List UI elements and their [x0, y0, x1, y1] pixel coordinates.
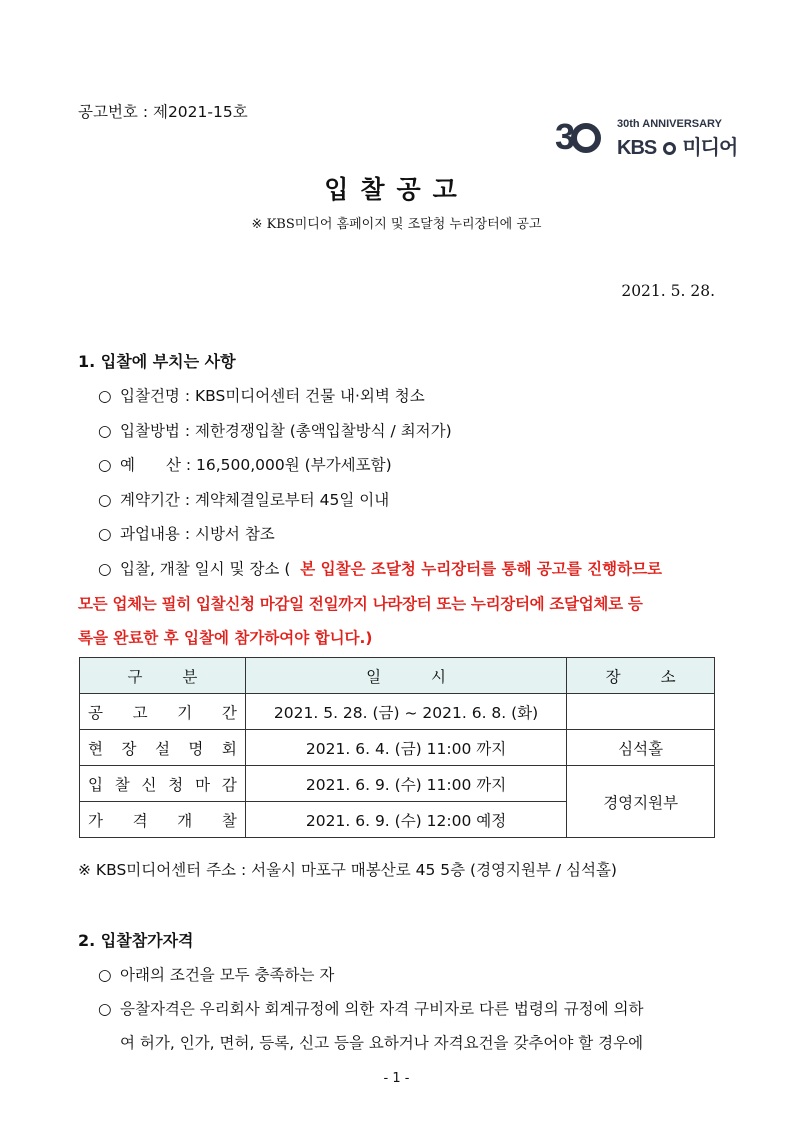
list-item: [98, 419, 452, 441]
list-item: [98, 488, 389, 510]
red-notice-line-1: 본 입찰은 조달청 누리장터를 통해 공고를 진행하므로: [300, 560, 663, 578]
row-label-text: [80, 737, 245, 759]
item-text: 아래의 조건을 모두 충족하는 자: [120, 966, 335, 984]
table-header-row: [80, 658, 715, 694]
header-datetime: [245, 658, 566, 694]
label-char: 찰: [114, 775, 130, 794]
bullet-icon: ○: [98, 966, 112, 984]
row-time: 2021. 6. 9. (수) 12:00 예정: [245, 802, 566, 838]
item-text: 입찰방법 : 제한경쟁입찰 (총액입찰방식 / 최저가): [120, 422, 452, 440]
page-subtitle: ※ KBS미디어 홈페이지 및 조달청 누리장터에 공고: [251, 217, 542, 232]
label-char: 찰: [221, 811, 237, 830]
header-text: 장소: [605, 667, 716, 686]
row-label: [80, 766, 246, 802]
item-text: 예 산 : 16,500,000원 (부가세포함): [120, 456, 392, 474]
label-char: 현: [88, 739, 103, 758]
svg-text:3: 3: [555, 116, 576, 156]
row-label-text: [80, 701, 245, 723]
label-char: 감: [221, 775, 237, 794]
notice-date: 2021. 5. 28.: [621, 282, 715, 300]
table-row: [80, 694, 715, 730]
label-char: 고: [132, 703, 148, 722]
header-place: [567, 658, 715, 694]
table-row: [80, 730, 715, 766]
row-time: 2021. 6. 9. (수) 11:00 까지: [245, 766, 566, 802]
kbs-media-logo: [553, 116, 738, 159]
list-item: [98, 522, 275, 544]
item-text: 입찰건명 : KBS미디어센터 건물 내·외벽 청소: [120, 387, 425, 405]
logo-media-text: 미디어: [682, 137, 738, 159]
bullet-icon: ○: [98, 387, 112, 405]
item-text: 계약기간 : 계약체결일로부터 45일 이내: [120, 491, 390, 509]
bullet-icon: ○: [98, 560, 112, 578]
page-title: 입찰공고: [324, 175, 469, 204]
logo-brand-text: [617, 131, 737, 160]
row-label-text: [80, 809, 245, 831]
item-text: 응찰자격은 우리회사 회계규정에 의한 자격 구비자로 다른 법령의 규정에 의하: [120, 1000, 644, 1018]
address-note: ※ KBS미디어센터 주소 : 서울시 마포구 매봉산로 45 5층 (경영지원부 / 심석홀): [78, 861, 617, 879]
item-text: 입찰, 개찰 일시 및 장소 (: [120, 560, 291, 578]
logo-dot-icon: [663, 142, 676, 155]
row-time: 2021. 6. 4. (금) 11:00 까지: [245, 730, 566, 766]
label-char: 공: [88, 703, 103, 722]
row-time: 2021. 5. 28. (금) ~ 2021. 6. 8. (화): [245, 694, 566, 730]
label-char: 회: [221, 739, 237, 758]
label-char: 개: [177, 811, 193, 830]
row-place: [567, 694, 715, 730]
label-char: 기: [177, 703, 193, 722]
list-item: [98, 453, 392, 475]
row-place: 경영지원부: [567, 766, 715, 838]
list-item: [98, 384, 425, 406]
logo-anniversary-text: 30th ANNIVERSARY: [617, 118, 722, 130]
table-row: [80, 766, 715, 802]
row-label-text: [80, 773, 245, 795]
bullet-icon: ○: [98, 525, 112, 543]
label-char: 명: [188, 739, 204, 758]
bullet-icon: ○: [98, 422, 112, 440]
label-char: 입: [88, 775, 103, 794]
list-item: [98, 963, 334, 985]
list-item: [98, 997, 643, 1019]
item-text: 과업내용 : 시방서 참조: [120, 525, 275, 543]
row-label: [80, 694, 246, 730]
label-char: 간: [221, 703, 237, 722]
section-1-heading: 1. 입찰에 부치는 사항: [78, 352, 236, 371]
label-char: 청: [168, 775, 184, 794]
schedule-table: [79, 657, 715, 838]
label-char: 격: [132, 811, 148, 830]
label-char: 가: [88, 811, 103, 830]
label-char: 설: [154, 739, 170, 758]
row-label: [80, 802, 246, 838]
header-text: 구분: [127, 667, 238, 686]
label-char: 마: [195, 775, 211, 794]
bullet-icon: ○: [98, 491, 112, 509]
page-number: - 1 -: [383, 1071, 410, 1086]
label-char: 신: [141, 775, 157, 794]
notice-number: 공고번호 : 제2021-15호: [78, 103, 248, 121]
header-text: 일시: [366, 667, 497, 686]
row-place: 심석홀: [567, 730, 715, 766]
bullet-icon: ○: [98, 456, 112, 474]
logo-kbs-text: KBS: [617, 137, 657, 159]
red-notice-line-3: 록을 완료한 후 입찰에 참가하여야 합니다.): [78, 629, 373, 647]
red-notice-line-2: 모든 업체는 필히 입찰신청 마감일 전일까지 나라장터 또는 누리장터에 조달업체로 등: [78, 595, 643, 613]
bullet-icon: ○: [98, 1000, 112, 1018]
header-category: [80, 658, 246, 694]
row-label: [80, 730, 246, 766]
section-2-heading: 2. 입찰참가자격: [78, 931, 194, 950]
list-item: [98, 557, 662, 579]
list-item-continuation: 여 허가, 인가, 면허, 등록, 신고 등을 요하거나 자격요건을 갖추어야 할 경우에: [120, 1034, 644, 1052]
label-char: 장: [121, 739, 137, 758]
